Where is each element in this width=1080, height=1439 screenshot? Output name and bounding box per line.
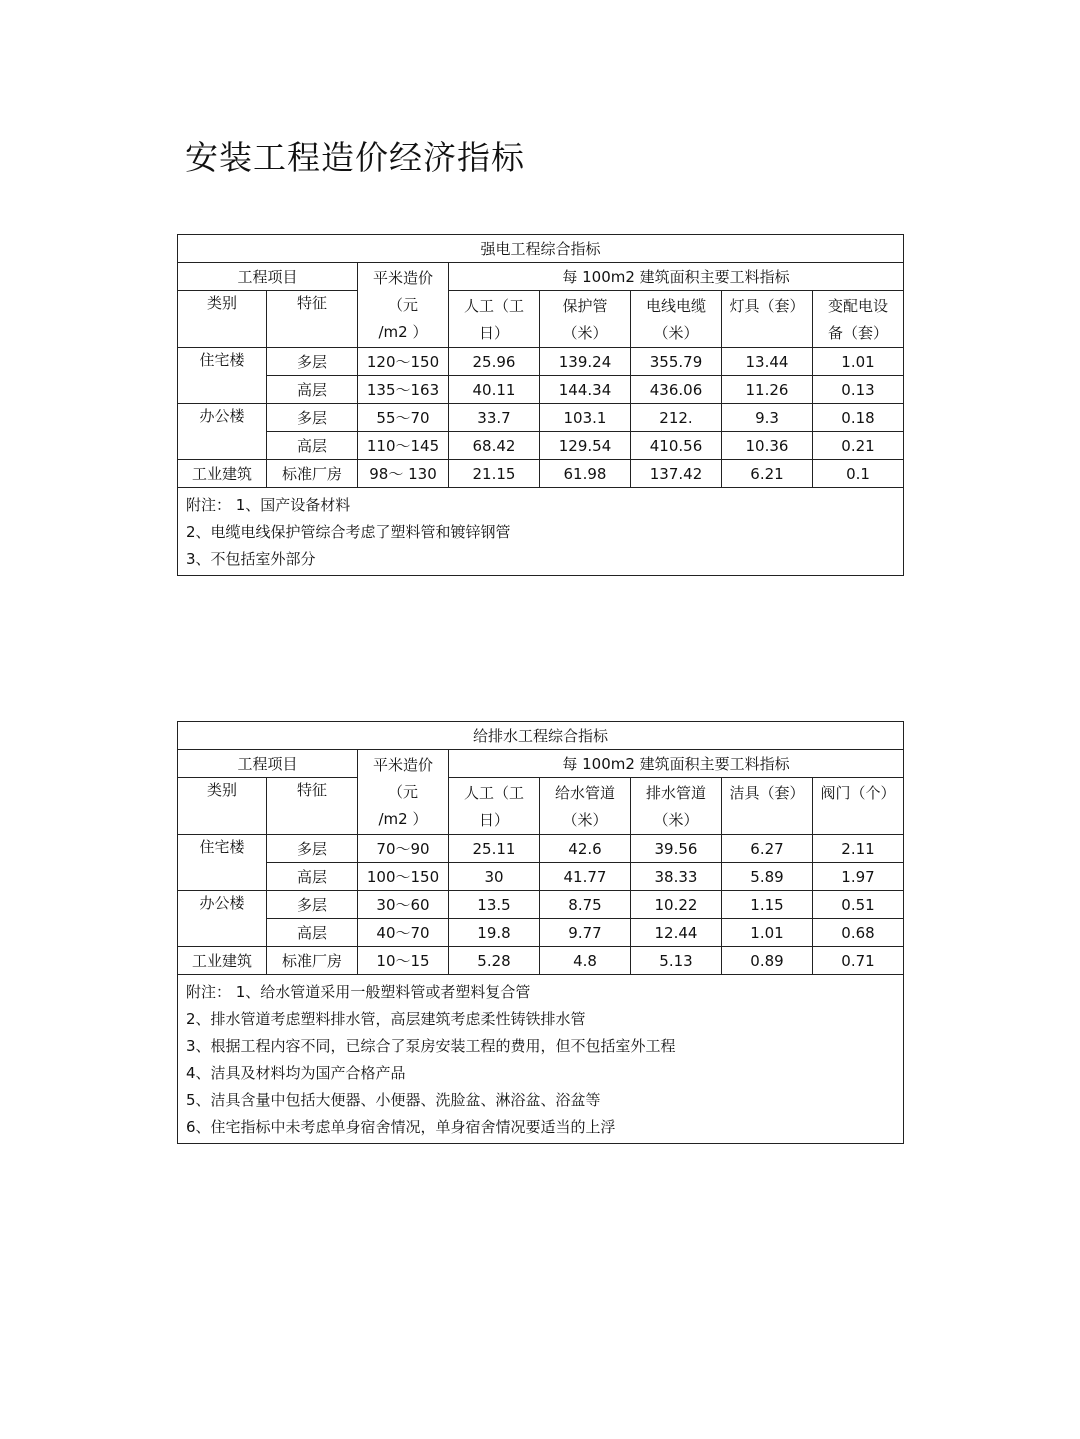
- value-cell: 6.21: [722, 460, 813, 488]
- category-cell: 办公楼: [178, 404, 267, 460]
- price-cell: 70～90: [358, 835, 449, 863]
- value-cell: 13.44: [722, 348, 813, 376]
- feature-cell: 高层: [267, 432, 358, 460]
- value-cell: 25.96: [449, 348, 540, 376]
- feature-cell: 多层: [267, 348, 358, 376]
- value-cell: 0.13: [813, 376, 904, 404]
- price-cell: 30～60: [358, 891, 449, 919]
- value-cell: 436.06: [631, 376, 722, 404]
- metric-header-line: （米）: [562, 811, 608, 829]
- note-line: 2、排水管道考虑塑料排水管，高层建筑考虑柔性铸铁排水管: [186, 1010, 586, 1028]
- index-header: 每 100m2 建筑面积主要工料指标: [449, 263, 904, 291]
- subheader-row: [178, 778, 904, 835]
- value-cell: 5.28: [449, 947, 540, 975]
- price-header: [358, 750, 449, 835]
- value-cell: 33.7: [449, 404, 540, 432]
- price-header-line: 平米造价: [372, 756, 433, 774]
- value-cell: 30: [449, 863, 540, 891]
- price-cell: 98～ 130: [358, 460, 449, 488]
- value-cell: 10.22: [631, 891, 722, 919]
- metric-header: [631, 778, 722, 835]
- value-cell: 13.5: [449, 891, 540, 919]
- value-cell: 0.51: [813, 891, 904, 919]
- metric-header-line: 备（套）: [828, 324, 889, 342]
- feature-header: 特征: [267, 291, 358, 348]
- value-cell: 103.1: [540, 404, 631, 432]
- category-cell: 住宅楼: [178, 835, 267, 891]
- table-title: 给排水工程综合指标: [178, 722, 904, 750]
- note-line: 5、洁具含量中包括大便器、小便器、洗脸盆、淋浴盆、浴盆等: [186, 1091, 601, 1109]
- metric-header-line: （米）: [562, 324, 608, 342]
- header-row: [178, 263, 904, 291]
- metric-header-line: 电线电缆: [645, 297, 706, 315]
- price-header-line: /m2 ）: [378, 810, 428, 828]
- project-header: 工程项目: [178, 750, 358, 778]
- value-cell: 0.18: [813, 404, 904, 432]
- category-cell: 住宅楼: [178, 348, 267, 404]
- metric-header: [449, 778, 540, 835]
- value-cell: 40.11: [449, 376, 540, 404]
- category-header: 类别: [178, 778, 267, 835]
- table-row: [178, 348, 904, 376]
- price-header-line: /m2 ）: [378, 323, 428, 341]
- metric-header-line: 变配电设: [828, 297, 889, 315]
- feature-cell: 高层: [267, 376, 358, 404]
- table-row: [178, 863, 904, 891]
- value-cell: 0.71: [813, 947, 904, 975]
- feature-cell: 多层: [267, 835, 358, 863]
- value-cell: 9.3: [722, 404, 813, 432]
- notes-cell: [178, 975, 904, 1144]
- value-cell: 5.89: [722, 863, 813, 891]
- price-header-line: 平米造价: [372, 269, 433, 287]
- page-title: 安装工程造价经济指标: [185, 138, 525, 177]
- header-row: [178, 750, 904, 778]
- price-header-line: （元: [387, 783, 418, 801]
- metric-header: [722, 291, 813, 348]
- metric-header-line: 人工（工: [463, 297, 524, 315]
- category-header: 类别: [178, 291, 267, 348]
- value-cell: 39.56: [631, 835, 722, 863]
- note-line: 6、住宅指标中未考虑单身宿舍情况，单身宿舍情况要适当的上浮: [186, 1118, 616, 1136]
- value-cell: 0.1: [813, 460, 904, 488]
- feature-cell: 标准厂房: [267, 947, 358, 975]
- value-cell: 1.97: [813, 863, 904, 891]
- notes-row: [178, 975, 904, 1144]
- table-row: [178, 460, 904, 488]
- value-cell: 9.77: [540, 919, 631, 947]
- feature-cell: 多层: [267, 404, 358, 432]
- price-cell: 55～70: [358, 404, 449, 432]
- metric-header: [540, 778, 631, 835]
- value-cell: 21.15: [449, 460, 540, 488]
- metric-header: [631, 291, 722, 348]
- price-cell: 40～70: [358, 919, 449, 947]
- metric-header-line: 人工（工: [463, 784, 524, 802]
- metric-header-line: （米）: [653, 811, 699, 829]
- value-cell: 42.6: [540, 835, 631, 863]
- value-cell: 2.11: [813, 835, 904, 863]
- value-cell: 12.44: [631, 919, 722, 947]
- value-cell: 0.68: [813, 919, 904, 947]
- power-engineering-table: [177, 234, 904, 576]
- value-cell: 212.: [631, 404, 722, 432]
- value-cell: 410.56: [631, 432, 722, 460]
- value-cell: 6.27: [722, 835, 813, 863]
- value-cell: 137.42: [631, 460, 722, 488]
- feature-header: 特征: [267, 778, 358, 835]
- table-title-row: [178, 235, 904, 263]
- metric-header-line: 保护管: [562, 297, 608, 315]
- table-row: [178, 891, 904, 919]
- value-cell: 25.11: [449, 835, 540, 863]
- metric-header-line: 日）: [478, 324, 509, 342]
- table-row: [178, 404, 904, 432]
- table-row: [178, 376, 904, 404]
- metric-header: [540, 291, 631, 348]
- feature-cell: 多层: [267, 891, 358, 919]
- value-cell: 129.54: [540, 432, 631, 460]
- price-cell: 100～150: [358, 863, 449, 891]
- metric-header: [813, 291, 904, 348]
- value-cell: 1.01: [722, 919, 813, 947]
- price-cell: 135～163: [358, 376, 449, 404]
- subheader-row: [178, 291, 904, 348]
- price-cell: 120～150: [358, 348, 449, 376]
- metric-header-line: 排水管道: [645, 784, 706, 802]
- feature-cell: 标准厂房: [267, 460, 358, 488]
- value-cell: 8.75: [540, 891, 631, 919]
- table-title-row: [178, 722, 904, 750]
- value-cell: 38.33: [631, 863, 722, 891]
- table-row: [178, 947, 904, 975]
- note-line: 附注： 1、给水管道采用一般塑料管或者塑料复合管: [186, 983, 531, 1001]
- metric-header: [449, 291, 540, 348]
- metric-header: [722, 778, 813, 835]
- note-line: 2、电缆电线保护管综合考虑了塑料管和镀锌钢管: [186, 523, 511, 541]
- category-cell: 办公楼: [178, 891, 267, 947]
- value-cell: 4.8: [540, 947, 631, 975]
- price-cell: 110～145: [358, 432, 449, 460]
- price-header: [358, 263, 449, 348]
- metric-header-line: 洁具（套）: [729, 784, 805, 802]
- notes-cell: [178, 488, 904, 576]
- metric-header-line: 日）: [478, 811, 509, 829]
- table-row: [178, 432, 904, 460]
- note-line: 4、洁具及材料均为国产合格产品: [186, 1064, 406, 1082]
- table-row: [178, 919, 904, 947]
- value-cell: 41.77: [540, 863, 631, 891]
- metric-header-line: 给水管道: [554, 784, 615, 802]
- metric-header-line: 灯具（套）: [729, 297, 805, 315]
- value-cell: 144.34: [540, 376, 631, 404]
- table-row: [178, 835, 904, 863]
- index-header: 每 100m2 建筑面积主要工料指标: [449, 750, 904, 778]
- metric-header-line: 阀门（个）: [820, 784, 896, 802]
- value-cell: 139.24: [540, 348, 631, 376]
- table-title: 强电工程综合指标: [178, 235, 904, 263]
- value-cell: 10.36: [722, 432, 813, 460]
- feature-cell: 高层: [267, 919, 358, 947]
- category-cell: 工业建筑: [178, 947, 267, 975]
- value-cell: 11.26: [722, 376, 813, 404]
- note-line: 附注： 1、国产设备材料: [186, 496, 351, 514]
- value-cell: 61.98: [540, 460, 631, 488]
- value-cell: 19.8: [449, 919, 540, 947]
- notes-row: [178, 488, 904, 576]
- metric-header: [813, 778, 904, 835]
- water-supply-drainage-table: [177, 721, 904, 1144]
- note-line: 3、根据工程内容不同，已综合了泵房安装工程的费用，但不包括室外工程: [186, 1037, 676, 1055]
- price-cell: 10～15: [358, 947, 449, 975]
- value-cell: 1.01: [813, 348, 904, 376]
- value-cell: 0.89: [722, 947, 813, 975]
- value-cell: 5.13: [631, 947, 722, 975]
- note-line: 3、不包括室外部分: [186, 550, 316, 568]
- feature-cell: 高层: [267, 863, 358, 891]
- value-cell: 0.21: [813, 432, 904, 460]
- value-cell: 1.15: [722, 891, 813, 919]
- metric-header-line: （米）: [653, 324, 699, 342]
- value-cell: 355.79: [631, 348, 722, 376]
- price-header-line: （元: [387, 296, 418, 314]
- value-cell: 68.42: [449, 432, 540, 460]
- project-header: 工程项目: [178, 263, 358, 291]
- category-cell: 工业建筑: [178, 460, 267, 488]
